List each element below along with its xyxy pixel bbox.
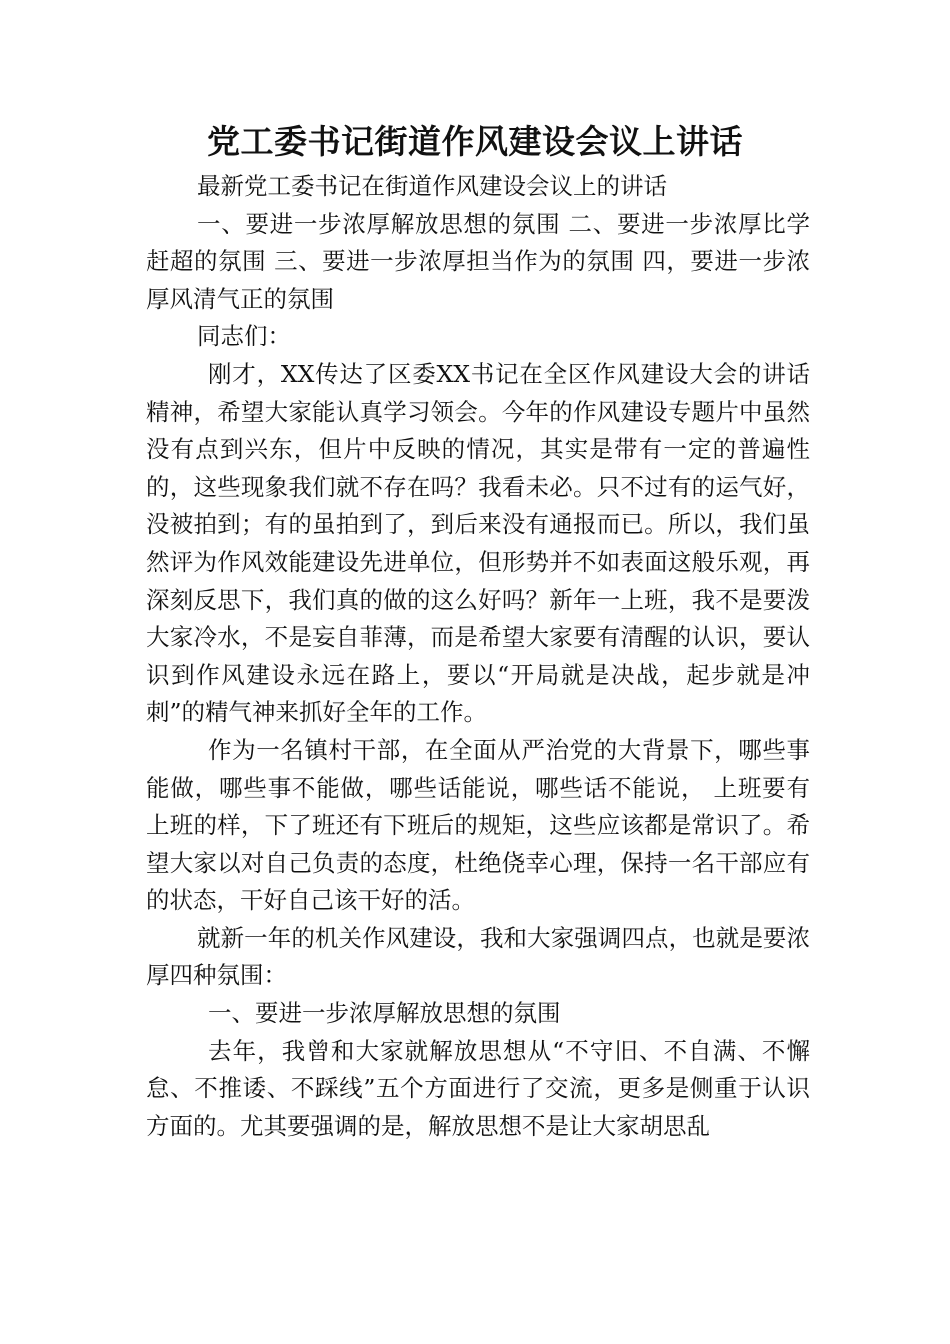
- body-paragraph: 刚才，XX传达了区委XX书记在全区作风建设大会的讲话精神，希望大家能认真学习领会。今年的作风建设专题片中虽然没有点到兴东，但片中反映的情况，其实是带有一定的普遍性的，这些现象我们就不存在吗？我看未必。只不过有的运气好，没被拍到；有的虽拍到了，到后来没有通报而已。所以，我们虽然评为作风效能建设先进单位，但形势并不如表面这般乐观，再深刻反思下，我们真的做的这么好吗？新年一上班，我不是要泼大家冷水，不是妄自菲薄，而是希望大家要有清醒的认识，要认识到作风建设永远在路上，要以“开局就是决战，起步就是冲刺”的精气神来抓好全年的工作。: [146, 359, 810, 727]
- body-paragraph: 去年，我曾和大家就解放思想从“不守旧、不自满、不懈怠、不推诿、不踩线”五个方面进行了交流，更多是侧重于认识方面的。尤其要强调的是，解放思想不是让大家胡思乱: [146, 1036, 810, 1140]
- section-heading: 一、要进一步浓厚解放思想的氛围: [208, 999, 561, 1028]
- document-title: 党工委书记街道作风建设会议上讲话: [207, 122, 743, 161]
- body-paragraph: 就新一年的机关作风建设，我和大家强调四点，也就是要浓厚四种氛围：: [146, 923, 810, 990]
- outline-paragraph: 一、要进一步浓厚解放思想的氛围 二、要进一步浓厚比学赶超的氛围 三、要进一步浓厚担当作为的氛围 四，要进一步浓厚风清气正的氛围: [146, 209, 810, 313]
- subtitle-paragraph: 最新党工委书记在街道作风建设会议上的讲话: [197, 172, 667, 200]
- body-paragraph: 作为一名镇村干部，在全面从严治党的大背景下，哪些事能做，哪些事不能做，哪些话能说，哪些话不能说， 上班要有上班的样，下了班还有下班后的规矩，这些应该都是常识了。希望大家以对自己负责的态度，杜绝侥幸心理，保持一名干部应有的状态，干好自己该干好的活。: [146, 735, 810, 915]
- salutation-paragraph: 同志们：: [197, 322, 291, 351]
- document-body: [146, 168, 810, 1145]
